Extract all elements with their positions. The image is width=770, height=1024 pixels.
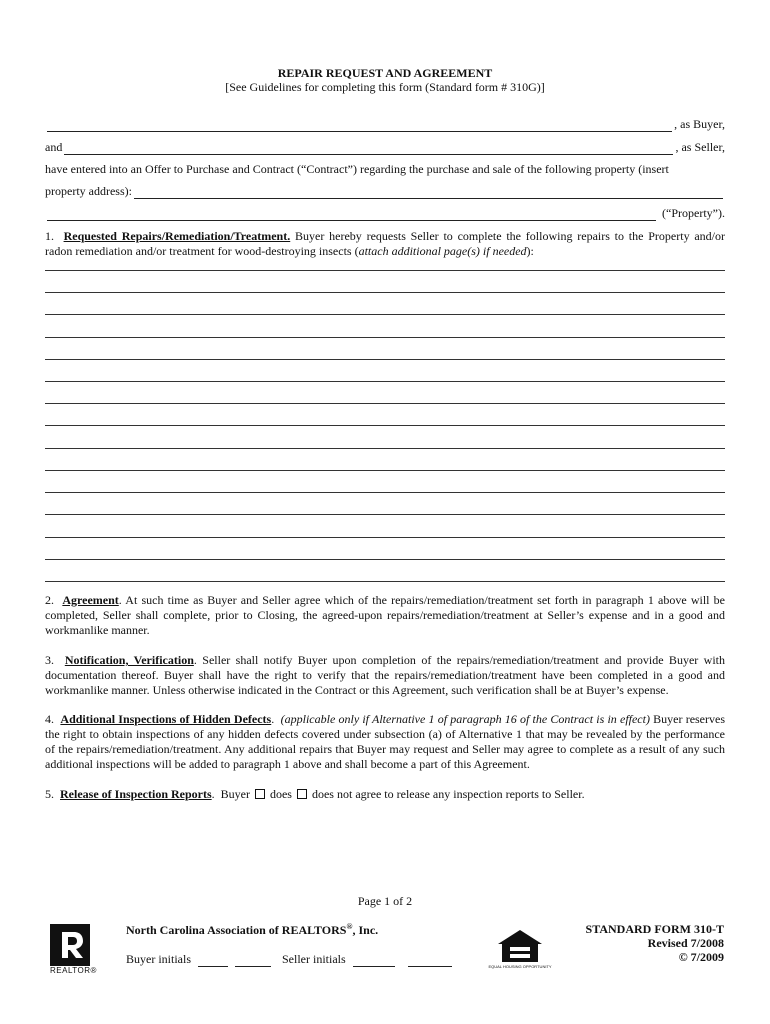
form-identifier — [586, 922, 724, 964]
address-label: property address): — [45, 184, 132, 198]
section-1-italic: attach additional page(s) if needed — [358, 244, 527, 258]
repair-line[interactable] — [45, 292, 725, 293]
section-4-number: 4. — [45, 712, 54, 726]
repair-line[interactable] — [45, 514, 725, 515]
repair-line[interactable] — [45, 359, 725, 360]
repair-line[interactable] — [45, 425, 725, 426]
intro-text: have entered into an Offer to Purchase and Contract (“Contract”) regarding the purchase and sale of the following property (insert — [45, 162, 669, 176]
buyer-initial-2-field[interactable] — [235, 955, 271, 967]
realtor-logo-icon — [50, 924, 90, 966]
section-2 — [45, 593, 725, 638]
section-1-text-end: ): — [526, 244, 534, 258]
section-4-text: Buyer reserves the right to obtain inspections of any hidden defects covered under subsection (a) of Alternative 1 that may be revealed by the performance of the repairs/remediation/treatment. Any additional repairs that Buyer may request and Seller may agree to complete as a result of any such additional inspections will be added to paragraph 1 above and shall become a part of this Agreement. — [45, 712, 726, 771]
section-4-heading: Additional Inspections of Hidden Defects — [60, 712, 272, 726]
repair-line[interactable] — [45, 492, 725, 493]
property-address-field[interactable] — [134, 185, 723, 199]
section-3-heading: Notification, Verification — [64, 653, 194, 667]
property-row — [45, 206, 725, 221]
buyer-initial-1-field[interactable] — [198, 955, 228, 967]
section-2-heading: Agreement — [62, 593, 119, 607]
eho-text: EQUAL HOUSING OPPORTUNITY — [488, 964, 552, 969]
section-2-number: 2. — [45, 593, 54, 607]
association-inc: , Inc. — [352, 923, 379, 937]
repair-line[interactable] — [45, 537, 725, 538]
repair-line[interactable] — [45, 470, 725, 471]
section-1-heading: Requested Repairs/Remediation/Treatment. — [63, 229, 291, 243]
section-5-heading: Release of Inspection Reports — [60, 787, 212, 801]
section-3-text: . Seller shall notify Buyer upon completion of the repairs/remediation/treatment and provide Buyer with documentation thereof. Buyer shall have the right to verify that the repairs/remediation/treatment have been completed in a good and workmanlike manner. Unless otherwise indicated in the Contract or this Agreement, such verification shall be at Buyer’s expense. — [45, 653, 725, 697]
registered-mark: ® — [346, 922, 353, 931]
association-name — [126, 922, 378, 938]
seller-initial-2-field[interactable] — [408, 955, 452, 967]
seller-initials-label: Seller initials — [282, 952, 346, 966]
repair-line[interactable] — [45, 314, 725, 315]
repair-line[interactable] — [45, 559, 725, 560]
section-5-sep: . — [211, 787, 215, 801]
buyer-row — [45, 117, 725, 132]
seller-name-field[interactable] — [64, 141, 673, 155]
form-subtitle: [See Guidelines for completing this form (Standard form # 310G)] — [225, 80, 545, 94]
repair-line[interactable] — [45, 403, 725, 404]
form-revised: Revised 7/2008 — [647, 936, 724, 950]
section-3 — [45, 653, 725, 698]
buyer-name-field[interactable] — [47, 118, 672, 132]
section-2-text: . At such time as Buyer and Seller agree which of the repairs/remediation/treatment set forth in paragraph 1 above will be completed, Seller shall complete, prior to Closing, the agreed-upon repairs/remediation/treatment at Seller’s expense and in a good and workmanlike manner. — [45, 593, 725, 637]
property-suffix: (“Property”). — [662, 206, 725, 220]
section-3-number: 3. — [45, 653, 54, 667]
buyer-suffix: , as Buyer, — [674, 117, 725, 131]
initials-row — [126, 952, 452, 967]
section-4-italic: (applicable only if Alternative 1 of paragraph 16 of the Contract is in effect) — [280, 712, 650, 726]
property-address-line2-field[interactable] — [47, 207, 656, 221]
association-text: North Carolina Association of REALTORS — [126, 923, 347, 937]
form-name: STANDARD FORM 310-T — [585, 922, 724, 936]
form-title: REPAIR REQUEST AND AGREEMENT — [277, 66, 493, 80]
realtor-logo-text: REALTOR® — [50, 966, 97, 975]
does-not-checkbox[interactable] — [297, 789, 307, 799]
section-5-does: does — [269, 787, 292, 801]
section-5-buyer: Buyer — [220, 787, 250, 801]
section-1 — [45, 229, 725, 259]
repair-line[interactable] — [45, 448, 725, 449]
section-5 — [45, 787, 725, 802]
section-1-text: Buyer hereby requests Seller to complete the following repairs to the Property and/or radon remediation and/or treatment for wood-destroying insects ( — [45, 229, 726, 258]
repair-line[interactable] — [45, 270, 725, 271]
buyer-initials-label: Buyer initials — [126, 952, 191, 966]
section-1-number: 1. — [45, 229, 54, 243]
seller-suffix: , as Seller, — [675, 140, 725, 154]
section-5-does-not: does not agree to release any inspection reports to Seller. — [311, 787, 585, 801]
section-5-number: 5. — [45, 787, 54, 801]
address-row — [45, 184, 725, 199]
form-copyright: © 7/2009 — [678, 950, 724, 964]
section-4-sep: . — [271, 712, 275, 726]
seller-initial-1-field[interactable] — [353, 955, 395, 967]
does-checkbox[interactable] — [255, 789, 265, 799]
equal-housing-opportunity-icon — [488, 928, 552, 974]
page-number: Page 1 of 2 — [357, 894, 413, 908]
seller-row — [45, 140, 725, 155]
repair-line[interactable] — [45, 337, 725, 338]
repair-line[interactable] — [45, 381, 725, 382]
and-prefix: and — [45, 140, 63, 154]
section-4 — [45, 712, 725, 772]
repair-line[interactable] — [45, 581, 725, 582]
